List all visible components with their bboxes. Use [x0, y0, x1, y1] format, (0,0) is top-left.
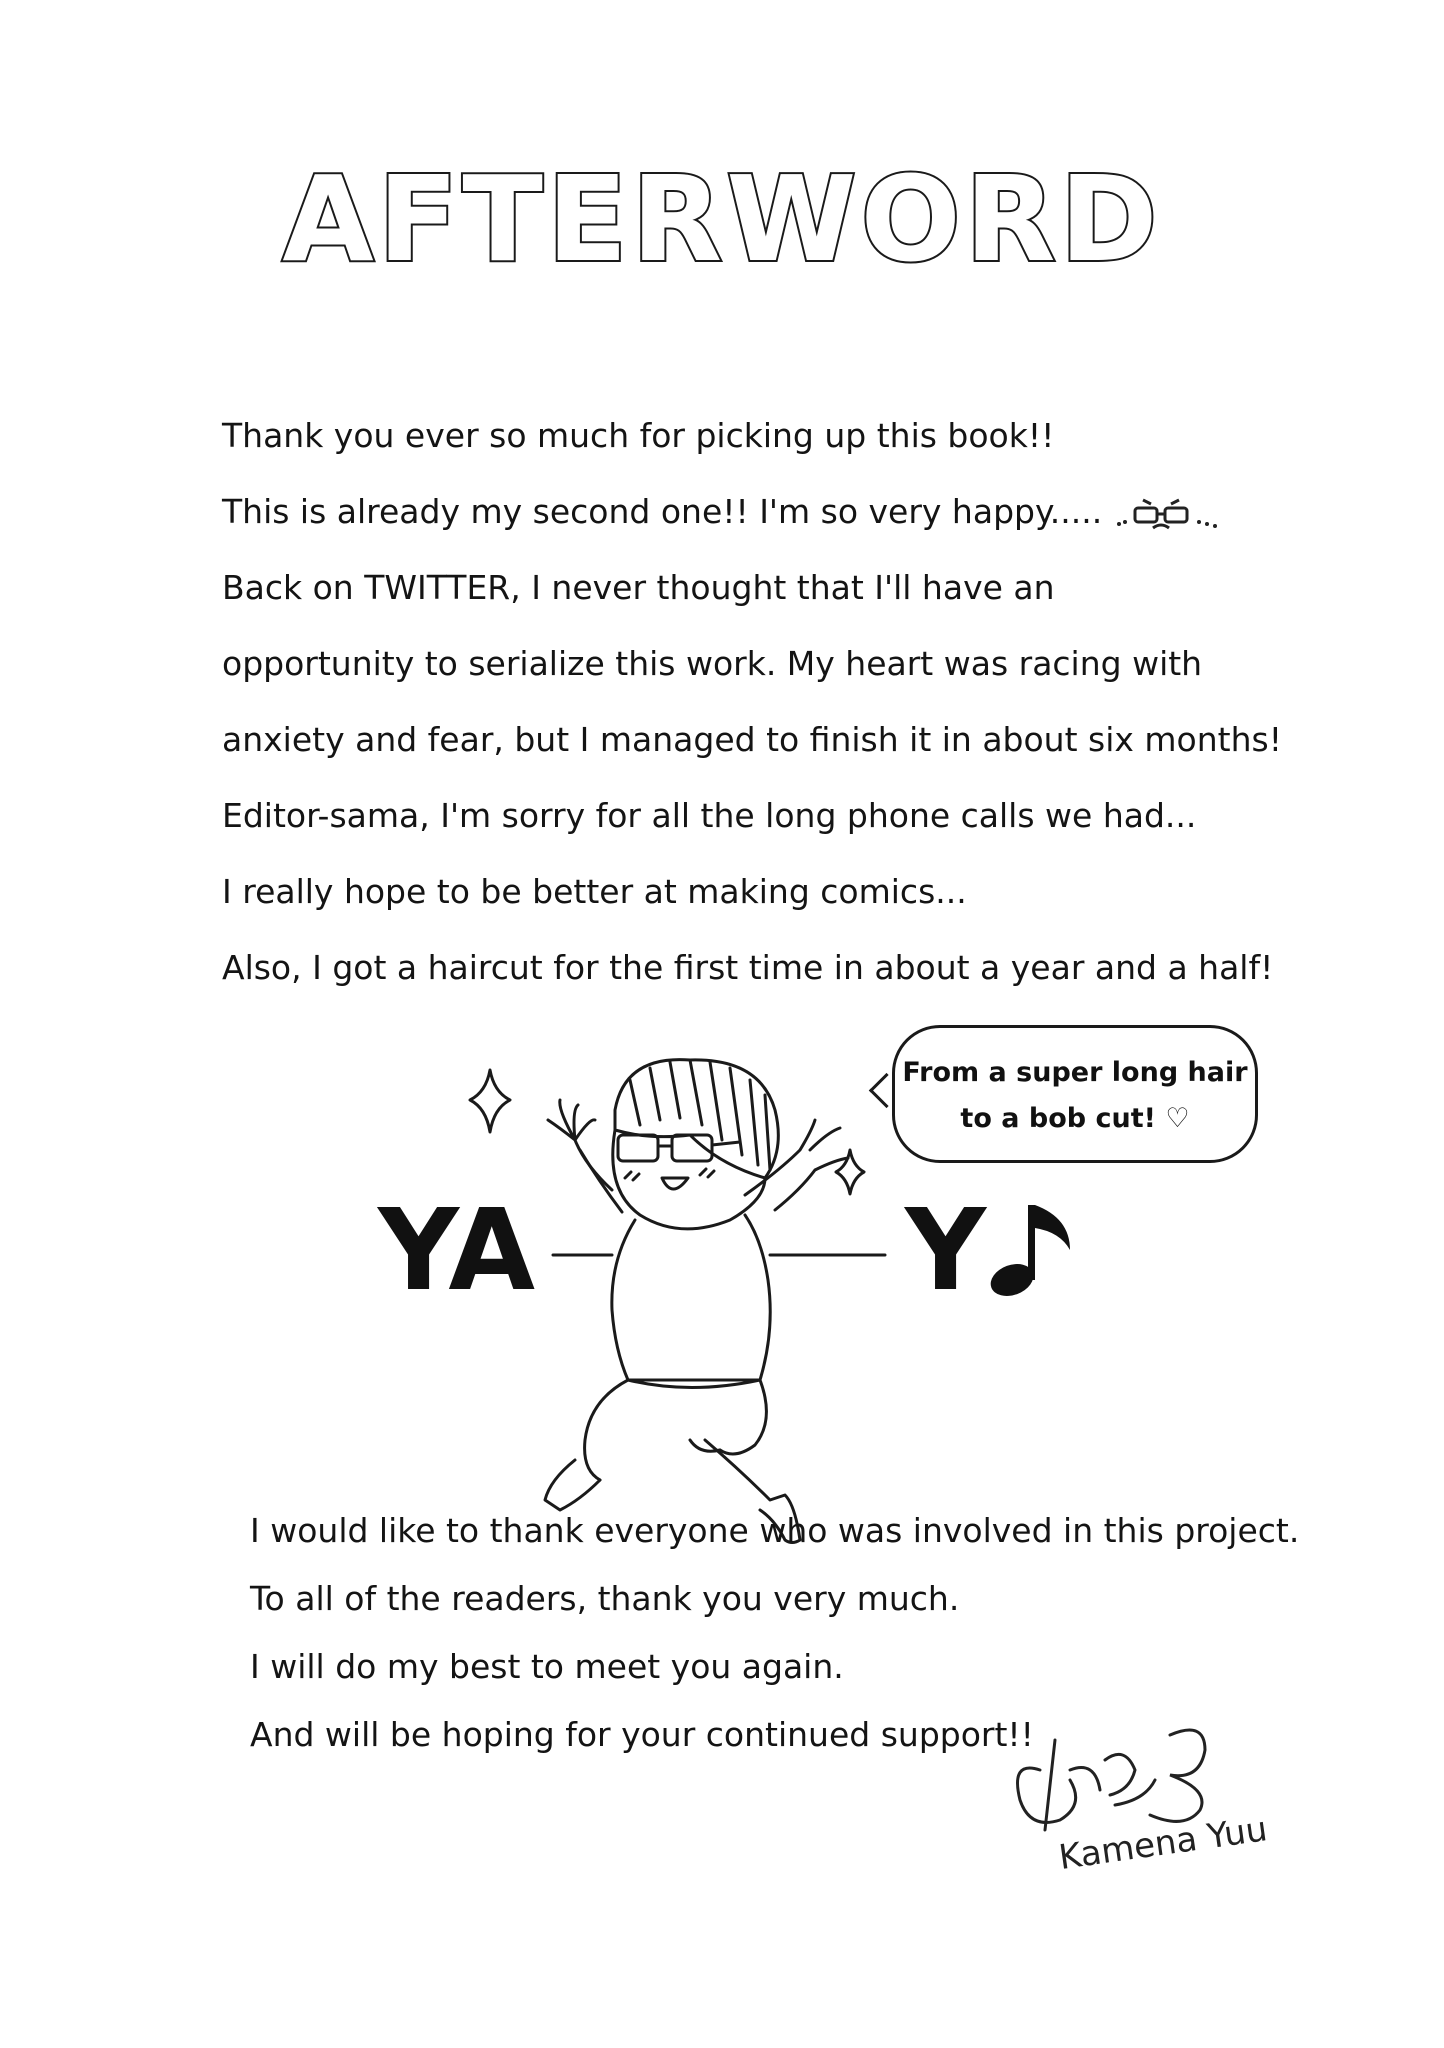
yay-left-text: YA	[378, 1186, 536, 1316]
afterword-paragraph-2	[250, 1497, 1299, 1769]
yay-right-text: Y	[905, 1186, 987, 1316]
text-line: anxiety and fear, but I managed to finish it in about six months!	[222, 720, 1282, 759]
music-note-icon	[986, 1205, 1070, 1302]
text-line: opportunity to serialize this work. My heart was racing with	[222, 644, 1203, 683]
text-line: Also, I got a haircut for the first time in about a year and a half!	[222, 948, 1274, 987]
text-line: I would like to thank everyone who was involved in this project.	[250, 1511, 1300, 1550]
page-title: AFTERWORD	[282, 150, 1162, 288]
sparkle-icon	[836, 1150, 864, 1194]
bubble-line-1: From a super long hair	[902, 1057, 1248, 1088]
text-line: Back on TWITTER, I never thought that I'll have an	[222, 568, 1055, 607]
text-line: I really hope to be better at making comics...	[222, 872, 967, 911]
text-line: Thank you ever so much for picking up this book!!	[222, 416, 1055, 455]
text-line: Editor-sama, I'm sorry for all the long phone calls we had...	[222, 796, 1197, 835]
sparkle-icon	[470, 1070, 510, 1132]
bubble-line-2: to a bob cut! ♡	[960, 1103, 1190, 1134]
text-line: And will be hoping for your continued support!!	[250, 1715, 1034, 1754]
text-line: I will do my best to meet you again.	[250, 1647, 844, 1686]
text-line: To all of the readers, thank you very much.	[250, 1579, 960, 1618]
text-line: This is already my second one!! I'm so very happy.....	[222, 474, 1282, 550]
speech-bubble	[892, 1025, 1258, 1163]
signature-name: Kamena Yuu	[1056, 1809, 1270, 1878]
